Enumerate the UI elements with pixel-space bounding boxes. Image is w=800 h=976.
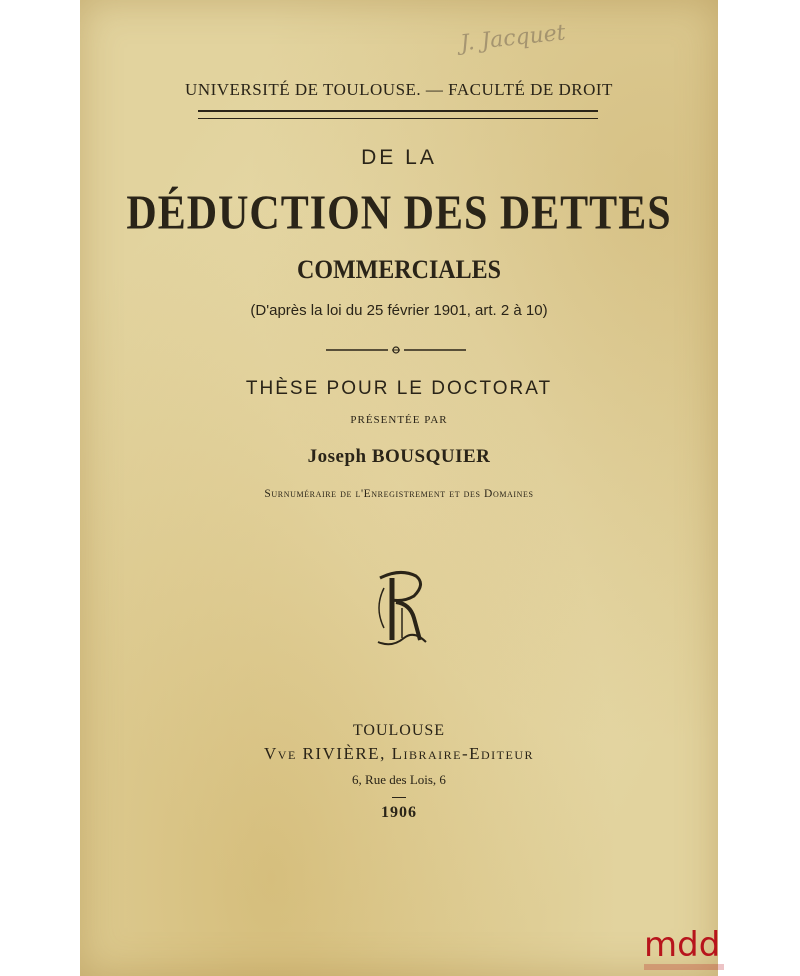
author-name: Joseph BOUSQUIER	[307, 446, 491, 467]
book-subtitle: COMMERCIALES	[296, 256, 501, 285]
thesis-label: THÈSE POUR LE DOCTORAT	[245, 378, 553, 399]
short-dash-divider	[392, 797, 406, 798]
book-cover	[80, 0, 718, 976]
law-reference: (D'après la loi du 25 février 1901, art. 2 à 10)	[250, 302, 548, 319]
title-prefix: DE LA	[361, 146, 437, 169]
ornament-divider-icon	[326, 343, 466, 357]
publisher-city: TOULOUSE	[352, 722, 446, 739]
book-title: DÉDUCTION DES DETTES	[126, 187, 672, 241]
publisher-name: Vve RIVIÈRE, Libraire-Editeur	[264, 744, 534, 763]
author-role: Surnuméraire de l'Enregistrement et des Domaines	[264, 488, 534, 500]
double-rule-divider	[198, 110, 598, 119]
mdd-logo	[644, 922, 720, 966]
logo-tagline-bar	[644, 964, 724, 970]
publisher-address: 6, Rue des Lois, 6	[352, 772, 446, 787]
presented-by-label: PRÉSENTÉE PAR	[350, 414, 448, 426]
handwritten-signature: J. Jacquet	[459, 20, 567, 57]
university-header: UNIVERSITÉ DE TOULOUSE. — FACULTÉ DE DROIT	[185, 80, 613, 99]
svg-text:mdd: mdd	[644, 925, 720, 965]
publication-year: 1906	[381, 804, 417, 821]
publisher-monogram-icon	[370, 568, 430, 648]
